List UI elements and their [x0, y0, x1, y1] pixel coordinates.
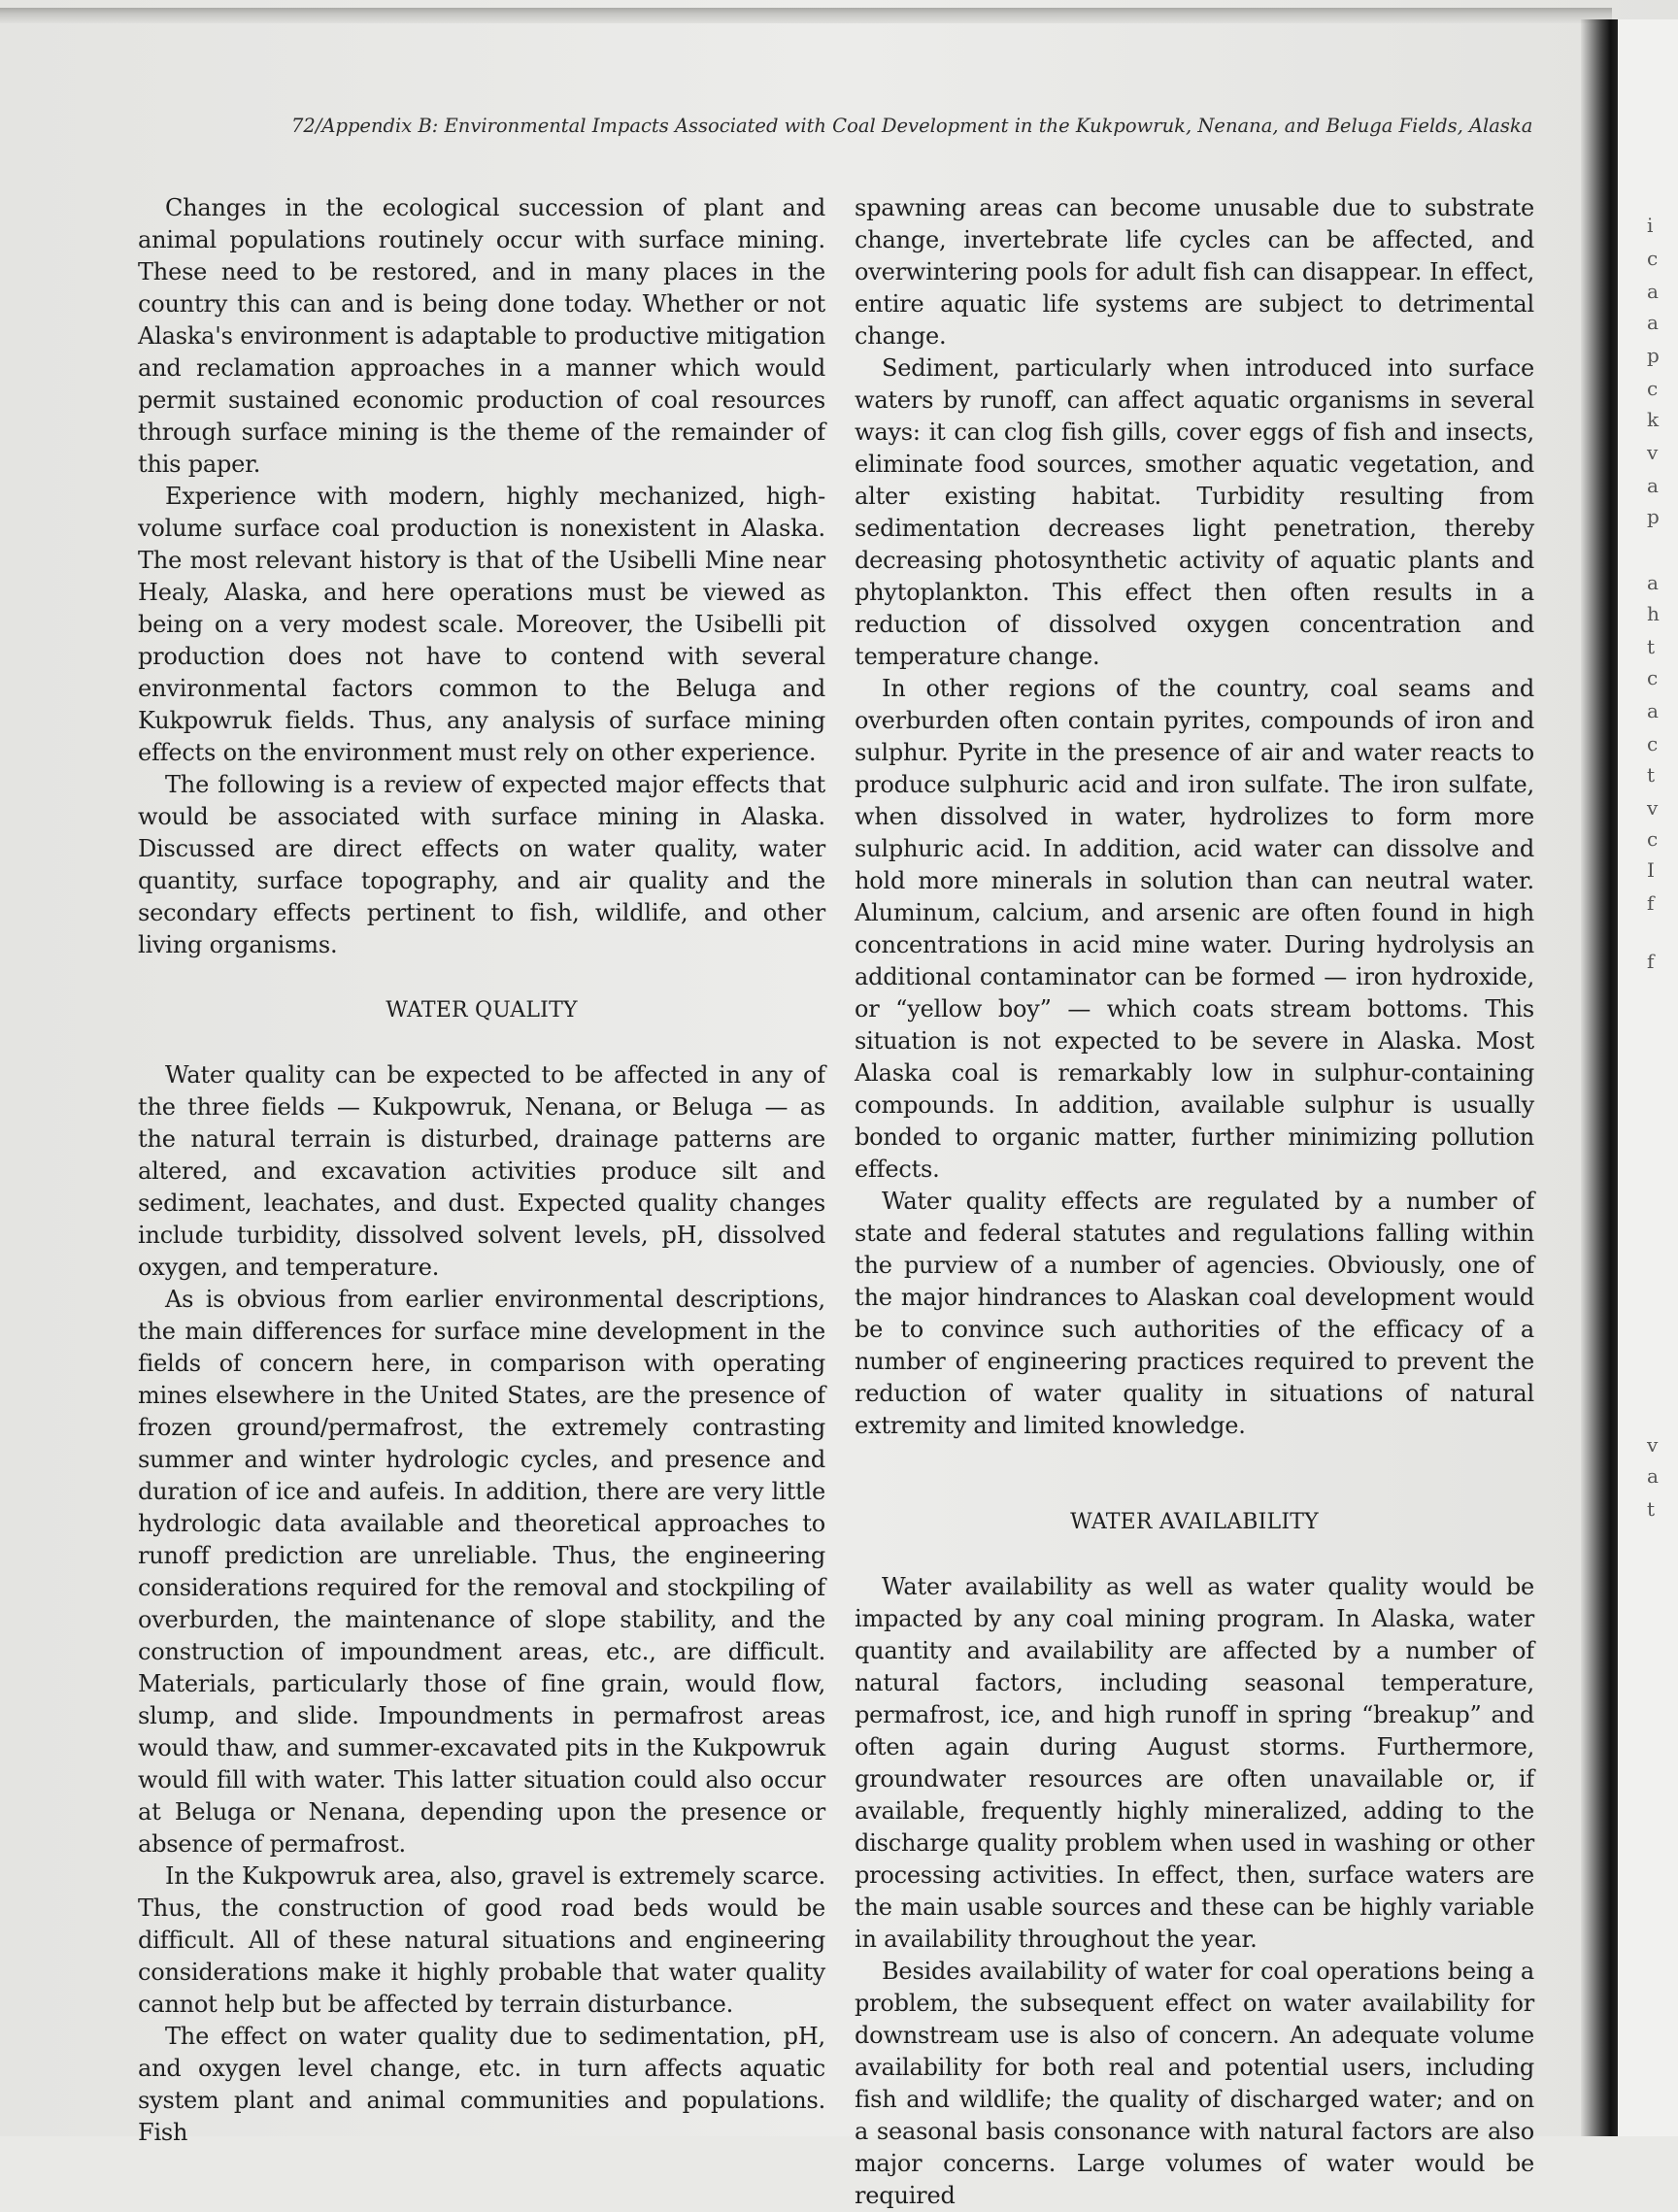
facing-page-fragment: a [1647, 311, 1659, 334]
left-paragraph-7: The effect on water quality due to sedimentation, pH, and oxygen level change, etc. in turn affects aquatic system plant and animal communities and populations. Fish [138, 2023, 825, 2146]
right-paragraph-1: spawning areas can become unusable due to substrate change, invertebrate life cycles can be affected, and overwintering pools for adult fish can disappear. In effect, entire aquatic life systems are subject to detrimental change. [855, 194, 1534, 350]
facing-page-fragment: f [1647, 950, 1655, 973]
facing-page-fragment: a [1647, 280, 1659, 303]
left-paragraph-3: The following is a review of expected major effects that would be associated with surface mining in Alaska. Discussed are direct effects on water quality, water quantity, surface topography, and air quality and the secondary effects pertinent to fish, wildlife, and other living organisms. [138, 771, 825, 958]
facing-page-fragment: a [1647, 571, 1659, 594]
facing-page-fragment: v [1647, 796, 1659, 820]
right-paragraph-2: Sediment, particularly when introduced into surface waters by runoff, can affect aquatic organisms in several ways: it can clog fish gills, cover eggs of fish and insects, eliminate food sources, smother aquatic vegetation, and alter existing habitat. Turbidity resulting from sedimentation decreases light penetration, thereby decreasing photosynthetic activity of aquatic plants and phytoplankton. This effect then often results in a reduction of dissolved oxygen concentration and temperature change. [855, 354, 1534, 670]
right-paragraph-3: In other regions of the country, coal seams and overburden often contain pyrites, compounds of iron and sulphur. Pyrite in the presence of air and water reacts to produce sulphuric acid and iron sulfate. The iron sulfate, when dissolved in water, hydrolizes to form more sulphuric acid. In addition, acid water can dissolve and hold more minerals in solution than can neutral water. Aluminum, calcium, and arsenic are often found in high concentrations in acid mine water. During hydrolysis an additional contaminator can be formed — iron hydroxide, or “yellow boy” — which coats stream bottoms. This situation is not expected to be severe in Alaska. Most Alaska coal is remarkably low in sulphur-containing compounds. In addition, available sulphur is usually bonded to organic matter, further minimizing pollution effects. [855, 675, 1534, 1183]
page-top-edge [0, 8, 1612, 23]
running-head: 72/Appendix B: Environmental Impacts Associated with Coal Development in the Kukpowruk, Nenana, and Beluga Fields, Alaska [291, 115, 1533, 137]
facing-page-fragment: k [1647, 408, 1660, 431]
facing-page-fragment: p [1647, 344, 1660, 367]
facing-page-fragment: h [1647, 602, 1660, 625]
left-paragraph-2: Experience with modern, highly mechanized, high-volume surface coal production is nonexistent in Alaska. The most relevant history is that of the Usibelli Mine near Healy, Alaska, and here operations must be viewed as being on a very modest scale. Moreover, the Usibelli pit production does not have to contend with several environmental factors common to the Beluga and Kukpowruk fields. Thus, any analysis of surface mining effects on the environment must rely on other experience. [138, 483, 825, 766]
facing-page-fragment: a [1647, 699, 1659, 722]
left-paragraph-6: In the Kukpowruk area, also, gravel is extremely scarce. Thus, the construction of good road beds would be difficult. All of these natural situations and engineering considerations make it highly probable that water quality cannot help but be affected by terrain disturbance. [138, 1862, 825, 2018]
binding-shadow [1581, 19, 1618, 2136]
left-paragraph-1: Changes in the ecological succession of plant and animal populations routinely occur with surface mining. These need to be restored, and in many places in the country this can and is being done today. Whether or not Alaska's environment is adaptable to productive mitigation and reclamation approaches in a manner which would permit sustained economic production of coal resources through surface mining is the theme of the remainder of this paper. [138, 194, 825, 478]
facing-page-fragment: f [1647, 891, 1655, 915]
facing-page-fragment: t [1647, 763, 1656, 787]
right-paragraph-4: Water quality effects are regulated by a number of state and federal statutes and regulations falling within the purview of a number of agencies. Obviously, one of the major hindrances to Alaskan coal development would be to convince such authorities of the efficacy of a number of engineering practices required to prevent the reduction of water quality in situations of natural extremity and limited knowledge. [855, 1188, 1534, 1439]
facing-page-fragment: v [1647, 441, 1659, 464]
left-paragraph-5: As is obvious from earlier environmental descriptions, the main differences for surface mine development in the fields of concern here, in comparison with operating mines elsewhere in the United States, are the presence of frozen ground/permafrost, the extremely contrasting summer and winter hydrologic cycles, and presence and duration of ice and aufeis. In addition, there are very little hydrologic data available and theoretical approaches to runoff prediction are unreliable. Thus, the engineering considerations required for the removal and stockpiling of overburden, the maintenance of slope stability, and the construction of impoundment areas, etc., are difficult. Materials, particularly those of fine grain, would flow, slump, and slide. Impoundments in permafrost areas would thaw, and summer-excavated pits in the Kukpowruk would fill with water. This latter situation could also occur at Beluga or Nenana, depending upon the presence or absence of permafrost. [138, 1286, 825, 1858]
facing-page-fragment: c [1647, 827, 1659, 851]
heading-water-quality: WATER QUALITY [386, 998, 578, 1022]
facing-page-fragment: i [1647, 214, 1654, 237]
facing-page-fragment: a [1647, 474, 1659, 497]
left-paragraph-4: Water quality can be expected to be affected in any of the three fields — Kukpowruk, Nenana, or Beluga — as the natural terrain is disturbed, drainage patterns are altered, and excavation activities produce silt and sediment, leachates, and dust. Expected quality changes include turbidity, dissolved solvent levels, pH, dissolved oxygen, and temperature. [138, 1061, 825, 1281]
right-column [855, 192, 1534, 2212]
facing-page-fragment: c [1647, 732, 1659, 755]
facing-page-fragment: p [1647, 505, 1660, 528]
facing-page-fragment: t [1647, 635, 1656, 658]
facing-page-fragment: c [1647, 377, 1659, 400]
facing-page-fragment: c [1647, 247, 1659, 270]
right-paragraph-6: Besides availability of water for coal operations being a problem, the subsequent effect on water availability for downstream use is also of concern. An adequate volume availability for both real and potential users, including fish and wildlife; the quality of discharged water; and on a seasonal basis consonance with natural factors are also major concerns. Large volumes of water would be required [855, 1958, 1534, 2209]
facing-page-fragment: t [1647, 1497, 1656, 1521]
facing-page-edge [1618, 19, 1678, 2136]
facing-page-fragment: c [1647, 666, 1659, 689]
heading-water-availability: WATER AVAILABILITY [1070, 1510, 1319, 1534]
right-paragraph-5: Water availability as well as water quality would be impacted by any coal mining program. In Alaska, water quantity and availability are affected by a number of natural factors, including seasonal temperature, permafrost, ice, and high runoff in spring “breakup” and often again during August storms. Furthermore, groundwater resources are often unavailable or, if available, frequently highly mineralized, adding to the discharge quality problem when used in washing or other processing activities. In effect, then, surface waters are the main usable sources and these can be highly variable in availability throughout the year. [855, 1573, 1534, 1953]
facing-page-fragment: v [1647, 1433, 1659, 1457]
facing-page-fragment: I [1647, 858, 1655, 882]
facing-page-fragment: a [1647, 1464, 1659, 1488]
left-column [138, 192, 825, 2149]
